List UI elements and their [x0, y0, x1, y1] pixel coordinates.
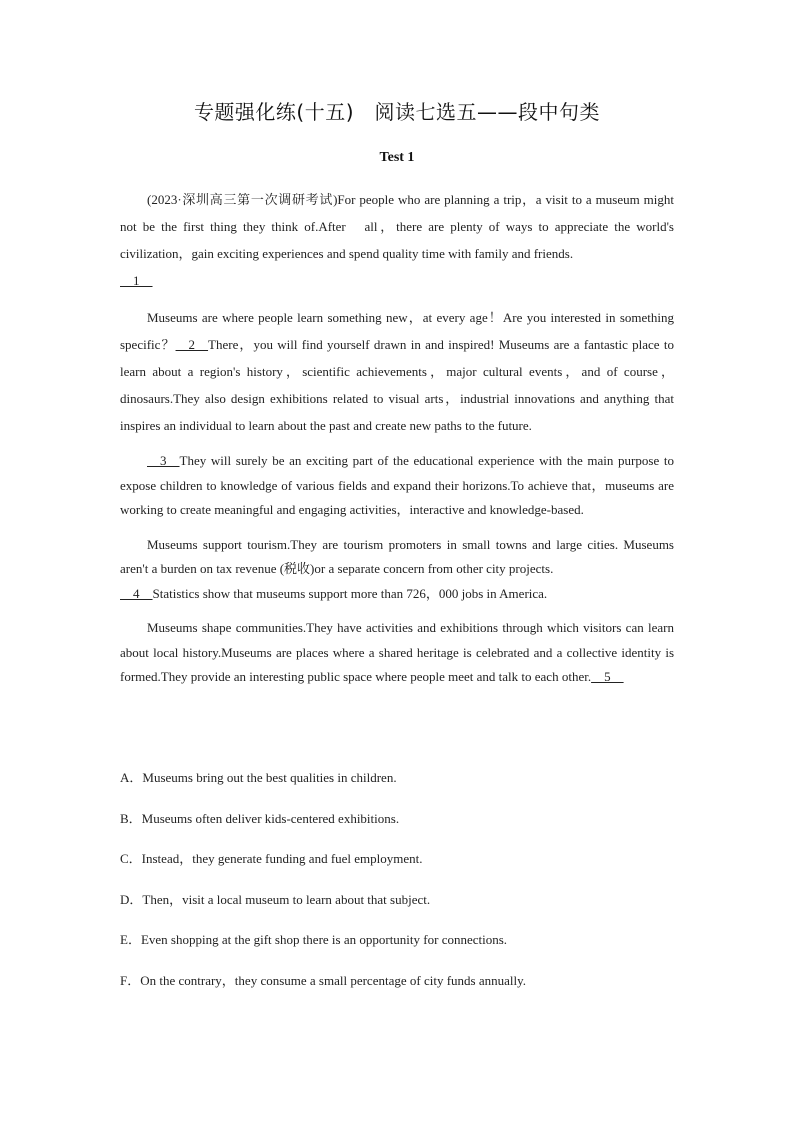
answer-blank-1: 1	[120, 273, 153, 288]
option-b: B．Museums often deliver kids-centered exhibitions.	[120, 810, 400, 826]
option-f: F．On the contrary，they consume a small percentage of city funds annually.	[120, 972, 527, 988]
test-heading: Test 1	[379, 150, 415, 165]
option-e: E．Even shopping at the gift shop there is an opportunity for connections.	[120, 932, 508, 948]
option-d: D．Then，visit a local museum to learn about that subject.	[120, 891, 431, 907]
passage	[120, 186, 674, 700]
option-list	[120, 766, 674, 1010]
answer-blank-3: 3	[147, 453, 180, 468]
paragraph-text: Museums are where people learn something new，at every age！Are you interested in something specific？	[120, 310, 674, 352]
option-a: A．Museums bring out the best qualities in children.	[120, 770, 397, 785]
paragraph-text: Museums shape communities.They have activities and exhibitions through which visitors can learn about local history.Museums are places where a shared heritage is celebrated and a collective identity is formed.They provide an interesting public space where people meet and talk to each other.	[120, 620, 674, 684]
paragraph-text: (2023·深圳高三第一次调研考试)For people who are planning a trip，a visit to a museum might not be the first thing they think of.After all，there are plenty of ways to appreciate the world's civilization，gain exciting experiences and spend quality time with family and friends.	[120, 192, 674, 261]
paragraph-2	[120, 304, 674, 439]
option-c: C．Instead，they generate funding and fuel employment.	[120, 851, 423, 867]
page-title: 专题强化练(十五) 阅读七选五——段中句类	[193, 100, 601, 124]
paragraph-1	[120, 186, 674, 294]
paragraph-text: Museums support tourism.They are tourism promoters in small towns and large cities. Museums aren't a burden on tax revenue (税收)or a separate concern from other city projects.	[120, 536, 674, 576]
paragraph-4	[120, 533, 674, 607]
paragraph-text: They will surely be an exciting part of the educational experience with the main purpose to expose children to knowledge of various fields and expand their horizons.To achieve that，museums are working to create meaningful and engaging activities，interactive and knowledge-based.	[120, 453, 674, 517]
answer-blank-5: 5	[591, 669, 624, 684]
answer-blank-2: 2	[175, 337, 209, 352]
paragraph-text: There，you will find yourself drawn in and inspired! Museums are a fantastic place to learn about a region's history，scientific achievements，major cultural events，and of course，dinosaurs.They also design exhibitions related to visual arts，industrial innovations and anything that inspires an individual to learn about the past and create new paths to the future.	[120, 337, 674, 433]
paragraph-3	[120, 449, 674, 523]
paragraph-5	[120, 616, 674, 690]
paragraph-text: Statistics show that museums support more than 726，000 jobs in America.	[152, 585, 548, 601]
answer-blank-4: 4	[120, 585, 153, 601]
